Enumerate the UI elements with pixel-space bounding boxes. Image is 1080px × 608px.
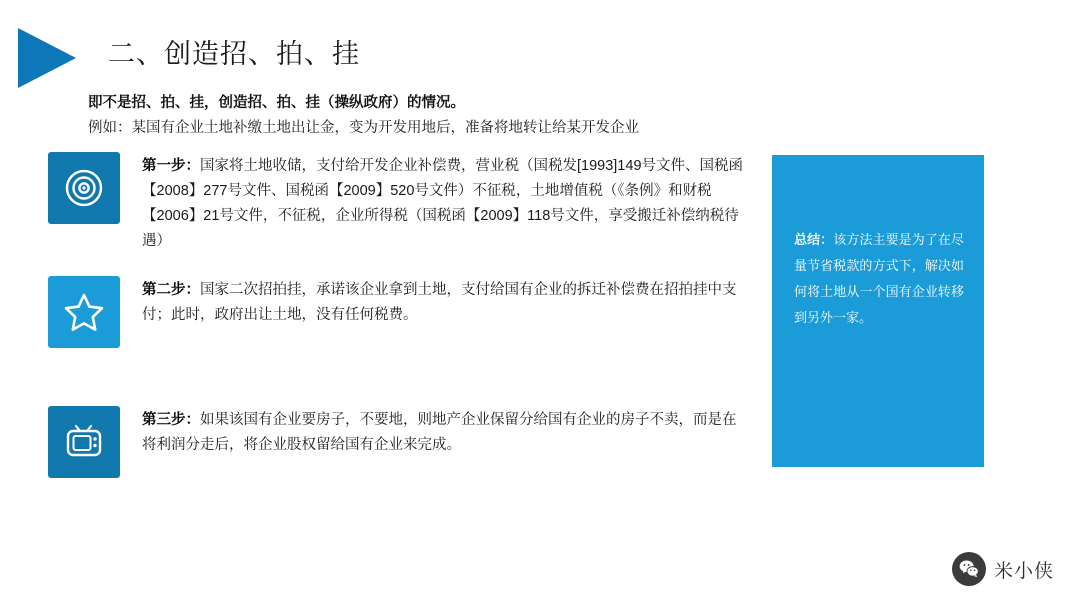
slide-header (0, 24, 1080, 94)
step-label: 第一步： (142, 158, 200, 174)
summary-label: 总结： (794, 232, 834, 247)
summary-panel (772, 155, 984, 467)
steps-list (48, 152, 748, 502)
step-body: 国家将土地收储，支付给开发企业补偿费，营业税（国税发[1993]149号文件、国税函【2008】277号文件、国税函【2009】520号文件）不征税，土地增值税（《条例》和财税【2006】21号文件，不征税，企业所得税（国税函【2009】118号文件，享受搬迁补偿纳税待遇） (142, 158, 744, 249)
play-triangle-icon (18, 28, 76, 88)
step-text (142, 406, 748, 480)
step-body: 如果该国有企业要房子，不要地，则地产企业保留分给国有企业的房子不卖，而是在将利润分走后，将企业股权留给国有企业来完成。 (142, 411, 737, 453)
step-item (48, 276, 748, 350)
wechat-icon (952, 552, 986, 586)
disc-icon (48, 152, 120, 224)
lead-bold-text: 即不是招、拍、挂，创造招、拍、挂（操纵政府）的情况。 (88, 95, 465, 111)
step-label: 第二步： (142, 281, 200, 298)
step-item (48, 152, 748, 254)
star-icon (48, 276, 120, 348)
page-title: 二、创造招、拍、挂 (108, 39, 360, 69)
step-body: 国家二次招拍挂，承诺该企业拿到土地，支付给国有企业的拆迁补偿费在招拍挂中支付；此时，政府出让土地，没有任何税费。 (142, 281, 737, 323)
lead-block (88, 92, 808, 140)
summary-text (794, 227, 964, 331)
tv-icon (48, 406, 120, 478)
watermark-text: 米小侠 (993, 559, 1054, 582)
step-text (142, 276, 748, 350)
watermark (952, 552, 1054, 586)
step-item (48, 406, 748, 480)
step-text (142, 152, 748, 254)
step-label: 第三步： (142, 411, 200, 428)
summary-body: 该方法主要是为了在尽量节省税款的方式下，解决如何将土地从一个国有企业转移到另外一家。 (794, 232, 964, 325)
lead-example-text: 例如：某国有企业土地补缴土地出让金，变为开发用地后，准备将地转让给某开发企业 (88, 120, 639, 137)
